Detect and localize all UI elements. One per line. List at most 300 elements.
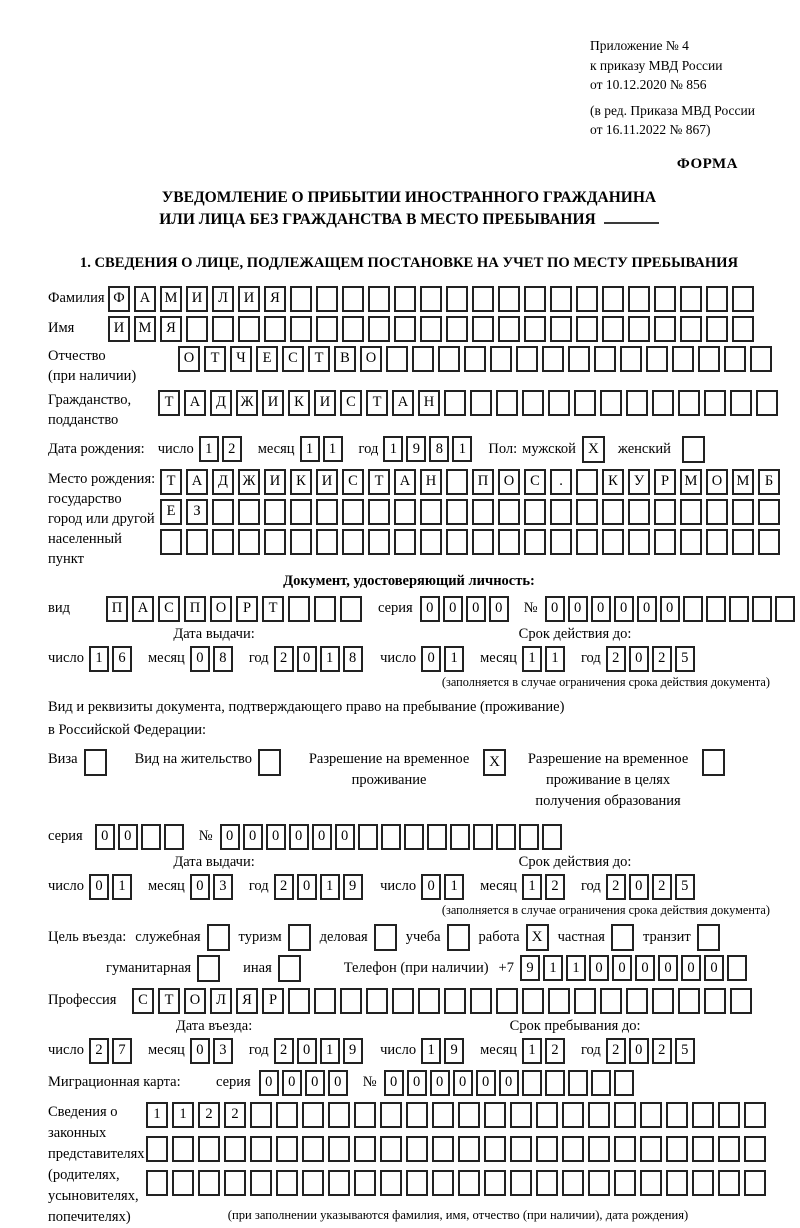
char-box[interactable] <box>718 1170 740 1196</box>
char-box[interactable]: 0 <box>589 955 609 981</box>
char-box[interactable] <box>640 1102 662 1128</box>
char-box[interactable]: 2 <box>89 1038 109 1064</box>
char-box[interactable] <box>420 499 442 525</box>
char-box[interactable] <box>458 1102 480 1128</box>
char-box[interactable] <box>314 596 336 622</box>
char-box[interactable] <box>614 1070 634 1096</box>
char-box[interactable] <box>446 529 468 555</box>
sex-female-checkbox[interactable] <box>682 436 705 463</box>
char-box[interactable]: А <box>392 390 414 416</box>
char-box[interactable]: И <box>264 469 286 495</box>
char-box[interactable] <box>576 316 598 342</box>
char-box[interactable] <box>290 286 312 312</box>
char-box[interactable]: 0 <box>660 596 680 622</box>
char-box[interactable]: С <box>282 346 304 372</box>
char-box[interactable] <box>354 1170 376 1196</box>
char-box[interactable] <box>574 988 596 1014</box>
char-box[interactable] <box>316 529 338 555</box>
char-box[interactable]: Ж <box>238 469 260 495</box>
char-box[interactable] <box>498 316 520 342</box>
char-box[interactable]: Т <box>204 346 226 372</box>
char-box[interactable] <box>316 286 338 312</box>
char-box[interactable] <box>519 824 539 850</box>
char-box[interactable] <box>406 1170 428 1196</box>
char-box[interactable] <box>654 316 676 342</box>
char-box[interactable]: О <box>210 596 232 622</box>
char-box[interactable]: Т <box>366 390 388 416</box>
char-box[interactable] <box>548 988 570 1014</box>
char-box[interactable]: Е <box>160 499 182 525</box>
char-box[interactable]: 0 <box>568 596 588 622</box>
char-box[interactable] <box>316 316 338 342</box>
char-box[interactable] <box>600 390 622 416</box>
char-box[interactable]: 1 <box>522 874 542 900</box>
char-box[interactable] <box>394 529 416 555</box>
char-box[interactable]: Д <box>212 469 234 495</box>
char-box[interactable] <box>406 1102 428 1128</box>
char-box[interactable]: Б <box>758 469 780 495</box>
char-box[interactable] <box>444 988 466 1014</box>
char-box[interactable]: С <box>158 596 180 622</box>
char-box[interactable]: 0 <box>629 1038 649 1064</box>
char-box[interactable] <box>394 499 416 525</box>
char-box[interactable] <box>678 988 700 1014</box>
char-box[interactable]: С <box>342 469 364 495</box>
char-box[interactable]: 0 <box>89 874 109 900</box>
char-box[interactable]: М <box>160 286 182 312</box>
char-box[interactable] <box>288 596 310 622</box>
char-box[interactable]: К <box>290 469 312 495</box>
char-box[interactable] <box>666 1136 688 1162</box>
char-box[interactable] <box>626 390 648 416</box>
char-box[interactable]: 0 <box>658 955 678 981</box>
char-box[interactable] <box>775 596 795 622</box>
char-box[interactable]: 1 <box>444 646 464 672</box>
char-box[interactable]: 0 <box>629 646 649 672</box>
char-box[interactable] <box>744 1102 766 1128</box>
char-box[interactable] <box>542 346 564 372</box>
char-box[interactable] <box>380 1102 402 1128</box>
char-box[interactable] <box>730 988 752 1014</box>
char-box[interactable]: 1 <box>320 874 340 900</box>
char-box[interactable]: М <box>732 469 754 495</box>
char-box[interactable] <box>160 529 182 555</box>
char-box[interactable]: 2 <box>224 1102 246 1128</box>
purpose-private-checkbox[interactable] <box>611 924 634 951</box>
char-box[interactable] <box>562 1170 584 1196</box>
char-box[interactable]: О <box>360 346 382 372</box>
char-box[interactable] <box>756 390 778 416</box>
char-box[interactable] <box>666 1102 688 1128</box>
char-box[interactable] <box>420 529 442 555</box>
char-box[interactable]: 8 <box>429 436 449 462</box>
char-box[interactable] <box>328 1136 350 1162</box>
char-box[interactable] <box>340 596 362 622</box>
char-box[interactable] <box>732 529 754 555</box>
char-box[interactable] <box>732 286 754 312</box>
char-box[interactable]: Р <box>262 988 284 1014</box>
char-box[interactable] <box>652 390 674 416</box>
char-box[interactable]: С <box>132 988 154 1014</box>
char-box[interactable] <box>574 390 596 416</box>
char-box[interactable] <box>654 529 676 555</box>
char-box[interactable] <box>602 499 624 525</box>
char-box[interactable] <box>550 316 572 342</box>
char-box[interactable] <box>666 1170 688 1196</box>
char-box[interactable] <box>718 1102 740 1128</box>
char-box[interactable]: Т <box>262 596 284 622</box>
char-box[interactable]: А <box>394 469 416 495</box>
char-box[interactable] <box>484 1136 506 1162</box>
char-box[interactable] <box>381 824 401 850</box>
char-box[interactable]: Н <box>420 469 442 495</box>
char-box[interactable]: 0 <box>305 1070 325 1096</box>
temporary-residence-checkbox[interactable]: X <box>483 749 506 776</box>
char-box[interactable]: 2 <box>545 1038 565 1064</box>
char-box[interactable]: П <box>472 469 494 495</box>
char-box[interactable] <box>446 469 468 495</box>
char-box[interactable] <box>704 390 726 416</box>
char-box[interactable] <box>172 1136 194 1162</box>
char-box[interactable]: 0 <box>297 874 317 900</box>
char-box[interactable] <box>568 346 590 372</box>
char-box[interactable] <box>550 529 572 555</box>
char-box[interactable] <box>522 390 544 416</box>
char-box[interactable]: 0 <box>421 646 441 672</box>
char-box[interactable] <box>420 286 442 312</box>
char-box[interactable] <box>562 1136 584 1162</box>
char-box[interactable] <box>706 316 728 342</box>
char-box[interactable] <box>498 286 520 312</box>
char-box[interactable] <box>562 1102 584 1128</box>
char-box[interactable]: 0 <box>289 824 309 850</box>
char-box[interactable] <box>146 1136 168 1162</box>
char-box[interactable] <box>548 390 570 416</box>
char-box[interactable] <box>730 390 752 416</box>
char-box[interactable] <box>340 988 362 1014</box>
char-box[interactable] <box>692 1170 714 1196</box>
char-box[interactable] <box>238 316 260 342</box>
char-box[interactable]: 2 <box>606 874 626 900</box>
char-box[interactable]: 7 <box>112 1038 132 1064</box>
char-box[interactable] <box>628 316 650 342</box>
char-box[interactable]: 0 <box>612 955 632 981</box>
char-box[interactable]: И <box>262 390 284 416</box>
char-box[interactable] <box>524 316 546 342</box>
char-box[interactable]: К <box>602 469 624 495</box>
char-box[interactable]: Т <box>368 469 390 495</box>
char-box[interactable] <box>568 1070 588 1096</box>
char-box[interactable] <box>576 499 598 525</box>
char-box[interactable] <box>536 1102 558 1128</box>
char-box[interactable]: Т <box>160 469 182 495</box>
char-box[interactable] <box>354 1136 376 1162</box>
char-box[interactable]: 5 <box>675 874 695 900</box>
char-box[interactable]: 0 <box>637 596 657 622</box>
char-box[interactable] <box>652 988 674 1014</box>
char-box[interactable] <box>524 529 546 555</box>
char-box[interactable] <box>510 1170 532 1196</box>
char-box[interactable] <box>496 390 518 416</box>
char-box[interactable] <box>368 316 390 342</box>
char-box[interactable] <box>198 1170 220 1196</box>
char-box[interactable] <box>420 316 442 342</box>
char-box[interactable]: 0 <box>545 596 565 622</box>
char-box[interactable]: О <box>184 988 206 1014</box>
char-box[interactable]: 0 <box>190 1038 210 1064</box>
char-box[interactable]: 0 <box>220 824 240 850</box>
purpose-business-checkbox[interactable] <box>374 924 397 951</box>
char-box[interactable] <box>600 988 622 1014</box>
char-box[interactable] <box>680 316 702 342</box>
char-box[interactable]: 1 <box>320 1038 340 1064</box>
char-box[interactable]: 6 <box>112 646 132 672</box>
char-box[interactable] <box>724 346 746 372</box>
char-box[interactable]: 0 <box>466 596 486 622</box>
char-box[interactable]: И <box>186 286 208 312</box>
char-box[interactable]: 0 <box>453 1070 473 1096</box>
char-box[interactable]: 5 <box>675 646 695 672</box>
char-box[interactable] <box>498 499 520 525</box>
char-box[interactable]: 1 <box>452 436 472 462</box>
char-box[interactable]: 0 <box>476 1070 496 1096</box>
char-box[interactable] <box>472 499 494 525</box>
char-box[interactable]: 1 <box>300 436 320 462</box>
char-box[interactable] <box>404 824 424 850</box>
char-box[interactable] <box>729 596 749 622</box>
char-box[interactable]: Я <box>160 316 182 342</box>
char-box[interactable]: 0 <box>430 1070 450 1096</box>
char-box[interactable] <box>654 499 676 525</box>
char-box[interactable]: 0 <box>282 1070 302 1096</box>
purpose-work-checkbox[interactable]: X <box>526 924 549 951</box>
char-box[interactable]: 2 <box>652 874 672 900</box>
char-box[interactable] <box>706 596 726 622</box>
char-box[interactable] <box>238 499 260 525</box>
char-box[interactable]: 0 <box>259 1070 279 1096</box>
char-box[interactable] <box>354 1102 376 1128</box>
char-box[interactable] <box>342 316 364 342</box>
char-box[interactable]: 0 <box>489 596 509 622</box>
char-box[interactable] <box>446 316 468 342</box>
char-box[interactable] <box>620 346 642 372</box>
char-box[interactable] <box>576 529 598 555</box>
char-box[interactable] <box>392 988 414 1014</box>
char-box[interactable] <box>588 1136 610 1162</box>
char-box[interactable]: 2 <box>545 874 565 900</box>
char-box[interactable] <box>288 988 310 1014</box>
char-box[interactable]: 0 <box>297 1038 317 1064</box>
char-box[interactable]: К <box>288 390 310 416</box>
char-box[interactable] <box>732 316 754 342</box>
char-box[interactable] <box>550 286 572 312</box>
char-box[interactable] <box>172 1170 194 1196</box>
char-box[interactable]: И <box>238 286 260 312</box>
purpose-official-checkbox[interactable] <box>207 924 230 951</box>
char-box[interactable] <box>484 1170 506 1196</box>
purpose-transit-checkbox[interactable] <box>697 924 720 951</box>
char-box[interactable]: Ф <box>108 286 130 312</box>
char-box[interactable]: 2 <box>274 646 294 672</box>
char-box[interactable]: 8 <box>343 646 363 672</box>
char-box[interactable] <box>446 286 468 312</box>
char-box[interactable] <box>366 988 388 1014</box>
char-box[interactable]: С <box>524 469 546 495</box>
char-box[interactable] <box>264 499 286 525</box>
char-box[interactable] <box>602 316 624 342</box>
char-box[interactable] <box>718 1136 740 1162</box>
char-box[interactable] <box>224 1136 246 1162</box>
char-box[interactable] <box>536 1136 558 1162</box>
char-box[interactable] <box>744 1170 766 1196</box>
char-box[interactable] <box>646 346 668 372</box>
char-box[interactable] <box>588 1170 610 1196</box>
char-box[interactable]: 8 <box>213 646 233 672</box>
char-box[interactable] <box>490 346 512 372</box>
char-box[interactable] <box>672 346 694 372</box>
char-box[interactable]: А <box>134 286 156 312</box>
char-box[interactable] <box>496 824 516 850</box>
char-box[interactable]: А <box>186 469 208 495</box>
char-box[interactable] <box>640 1170 662 1196</box>
char-box[interactable]: 0 <box>312 824 332 850</box>
char-box[interactable] <box>368 499 390 525</box>
char-box[interactable] <box>238 529 260 555</box>
char-box[interactable] <box>446 499 468 525</box>
char-box[interactable]: 2 <box>652 1038 672 1064</box>
char-box[interactable]: О <box>498 469 520 495</box>
char-box[interactable]: Т <box>308 346 330 372</box>
char-box[interactable]: И <box>108 316 130 342</box>
char-box[interactable]: Ч <box>230 346 252 372</box>
char-box[interactable]: Я <box>236 988 258 1014</box>
char-box[interactable] <box>302 1170 324 1196</box>
char-box[interactable] <box>698 346 720 372</box>
char-box[interactable] <box>591 1070 611 1096</box>
char-box[interactable]: 0 <box>407 1070 427 1096</box>
visa-checkbox[interactable] <box>84 749 107 776</box>
char-box[interactable]: 0 <box>420 596 440 622</box>
char-box[interactable] <box>498 529 520 555</box>
char-box[interactable] <box>750 346 772 372</box>
char-box[interactable]: 0 <box>266 824 286 850</box>
char-box[interactable] <box>368 286 390 312</box>
char-box[interactable] <box>706 286 728 312</box>
char-box[interactable] <box>212 316 234 342</box>
char-box[interactable] <box>250 1136 272 1162</box>
char-box[interactable] <box>706 529 728 555</box>
char-box[interactable] <box>412 346 434 372</box>
char-box[interactable] <box>198 1136 220 1162</box>
purpose-humanitarian-checkbox[interactable] <box>197 955 220 982</box>
char-box[interactable] <box>628 286 650 312</box>
char-box[interactable] <box>516 346 538 372</box>
char-box[interactable] <box>427 824 447 850</box>
char-box[interactable]: 1 <box>522 646 542 672</box>
char-box[interactable]: 3 <box>213 874 233 900</box>
char-box[interactable] <box>316 499 338 525</box>
char-box[interactable] <box>164 824 184 850</box>
char-box[interactable] <box>732 499 754 525</box>
char-box[interactable]: 2 <box>274 1038 294 1064</box>
char-box[interactable]: 2 <box>198 1102 220 1128</box>
char-box[interactable] <box>380 1170 402 1196</box>
char-box[interactable]: 0 <box>243 824 263 850</box>
char-box[interactable]: И <box>314 390 336 416</box>
char-box[interactable] <box>692 1136 714 1162</box>
char-box[interactable] <box>473 824 493 850</box>
char-box[interactable] <box>386 346 408 372</box>
char-box[interactable] <box>444 390 466 416</box>
char-box[interactable] <box>683 596 703 622</box>
char-box[interactable]: Е <box>256 346 278 372</box>
char-box[interactable] <box>524 499 546 525</box>
char-box[interactable]: 1 <box>320 646 340 672</box>
char-box[interactable]: Р <box>654 469 676 495</box>
char-box[interactable]: 0 <box>591 596 611 622</box>
char-box[interactable] <box>450 824 470 850</box>
char-box[interactable] <box>418 988 440 1014</box>
char-box[interactable] <box>576 286 598 312</box>
char-box[interactable] <box>394 316 416 342</box>
char-box[interactable]: 1 <box>323 436 343 462</box>
char-box[interactable]: 0 <box>384 1070 404 1096</box>
char-box[interactable] <box>224 1170 246 1196</box>
char-box[interactable]: 0 <box>328 1070 348 1096</box>
char-box[interactable]: Т <box>158 988 180 1014</box>
char-box[interactable] <box>146 1170 168 1196</box>
char-box[interactable] <box>406 1136 428 1162</box>
char-box[interactable]: 9 <box>406 436 426 462</box>
char-box[interactable]: 1 <box>89 646 109 672</box>
char-box[interactable] <box>264 316 286 342</box>
char-box[interactable]: М <box>134 316 156 342</box>
char-box[interactable] <box>438 346 460 372</box>
char-box[interactable]: 2 <box>652 646 672 672</box>
char-box[interactable] <box>614 1102 636 1128</box>
char-box[interactable]: Я <box>264 286 286 312</box>
char-box[interactable] <box>470 390 492 416</box>
char-box[interactable] <box>576 469 598 495</box>
char-box[interactable]: 2 <box>606 646 626 672</box>
char-box[interactable]: 1 <box>543 955 563 981</box>
char-box[interactable] <box>290 499 312 525</box>
char-box[interactable]: О <box>706 469 728 495</box>
char-box[interactable]: М <box>680 469 702 495</box>
char-box[interactable] <box>678 390 700 416</box>
char-box[interactable]: 2 <box>222 436 242 462</box>
char-box[interactable] <box>536 1170 558 1196</box>
char-box[interactable]: 0 <box>629 874 649 900</box>
char-box[interactable] <box>302 1136 324 1162</box>
char-box[interactable] <box>680 529 702 555</box>
char-box[interactable]: 1 <box>146 1102 168 1128</box>
char-box[interactable] <box>524 286 546 312</box>
char-box[interactable] <box>186 529 208 555</box>
char-box[interactable] <box>542 824 562 850</box>
char-box[interactable] <box>594 346 616 372</box>
char-box[interactable] <box>510 1102 532 1128</box>
char-box[interactable] <box>614 1170 636 1196</box>
char-box[interactable] <box>626 988 648 1014</box>
char-box[interactable]: 2 <box>274 874 294 900</box>
char-box[interactable]: С <box>340 390 362 416</box>
char-box[interactable] <box>496 988 518 1014</box>
char-box[interactable] <box>432 1102 454 1128</box>
char-box[interactable] <box>432 1136 454 1162</box>
char-box[interactable]: 3 <box>213 1038 233 1064</box>
char-box[interactable] <box>472 286 494 312</box>
